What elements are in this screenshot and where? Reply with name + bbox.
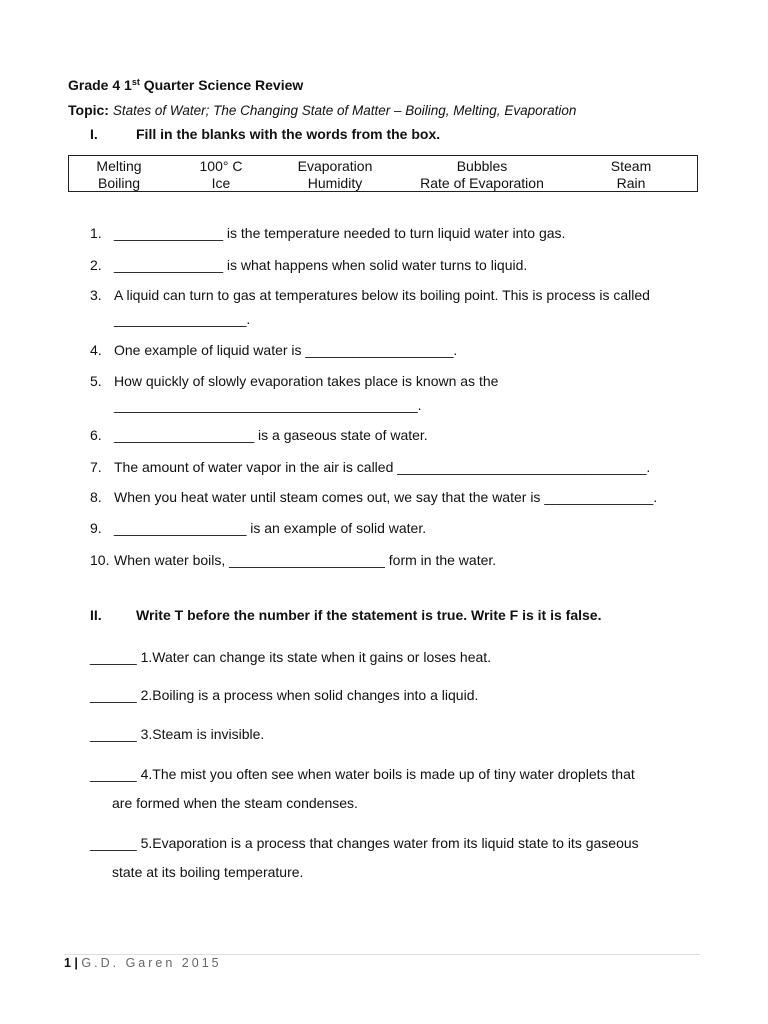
question-text: When water boils, ____________________ form in the water. [114,552,497,568]
page-title [68,77,303,93]
section-instruction: Write T before the number if the statement is true. Write F is it is false. [136,607,602,623]
question-number: 2. [90,257,102,273]
true-false-text: ______ 1.Water can change its state when it gains or loses heat. [90,649,492,665]
word-box-cell: Boiling [97,175,141,191]
true-false-item [90,766,635,811]
footer-separator: | [70,956,82,970]
section-instruction: Fill in the blanks with the words from the box. [136,126,441,142]
true-false-item [90,649,491,665]
word-box-cell: Ice [211,175,231,191]
question-text: When you heat water until steam comes out, we say that the water is ______________. [114,489,658,505]
true-false-text: ______ 5.Evaporation is a process that changes water from its liquid state to its gaseous [90,835,639,851]
word-box-cell: Rate of Evaporation [420,175,544,191]
question-text: _________________ is an example of solid water. [114,520,427,536]
word-box-cell: Rain [616,175,646,191]
question-number: 6. [90,427,102,443]
question-text: __________________ is a gaseous state of water. [114,427,428,443]
footer-divider [64,954,700,955]
question-text: ______________ is the temperature needed to turn liquid water into gas. [114,225,566,241]
word-box [68,155,698,192]
question-number: 1. [90,225,102,241]
question-text: _______________________________________. [114,397,422,413]
word-box-cell: Melting [96,158,142,174]
word-box-cell: Steam [610,158,652,174]
true-false-item [90,687,478,703]
word-box-cell: Bubbles [456,158,508,174]
question-text: ______________ is what happens when solid water turns to liquid. [114,257,528,273]
true-false-text: ______ 4.The mist you often see when water boils is made up of tiny water droplets that [90,766,635,782]
true-false-text: state at its boiling temperature. [112,864,304,880]
question-text: The amount of water vapor in the air is called ________________________________. [114,459,651,475]
question-text: One example of liquid water is ___________________. [114,342,458,358]
true-false-item [90,835,639,880]
word-box-cell: Evaporation [297,158,373,174]
question-text: How quickly of slowly evaporation takes place is known as the [114,373,499,389]
question-number: 7. [90,459,102,475]
question-number: 9. [90,520,102,536]
topic-label: Topic: [68,102,109,118]
question-text: _________________. [114,311,251,327]
question-number: 8. [90,489,102,505]
title-superscript: st [131,77,140,87]
question-number: 5. [90,373,102,389]
true-false-text: are formed when the steam condenses. [112,795,358,811]
question-number: 4. [90,342,102,358]
question-number: 3. [90,287,102,303]
page-number: 1 [64,956,71,970]
topic-line [68,102,576,118]
section-number: II. [90,607,102,623]
topic-text: States of Water; The Changing State of Matter – Boiling, Melting, Evaporation [112,103,577,118]
footer-author: G.D. Garen 2015 [81,956,222,970]
word-box-cell: Humidity [307,175,363,191]
true-false-text: ______ 2.Boiling is a process when solid changes into a liquid. [90,687,479,703]
page-footer [64,956,222,970]
title-text: Grade 4 1 [68,77,132,93]
true-false-item [90,726,264,742]
title-text-suffix: Quarter Science Review [139,77,304,93]
question-text: A liquid can turn to gas at temperatures below its boiling point. This is process is called [114,287,650,303]
section-number: I. [90,126,98,142]
word-box-cell: 100° C [199,158,243,174]
true-false-text: ______ 3.Steam is invisible. [90,726,265,742]
question-number: 10. [90,552,110,568]
